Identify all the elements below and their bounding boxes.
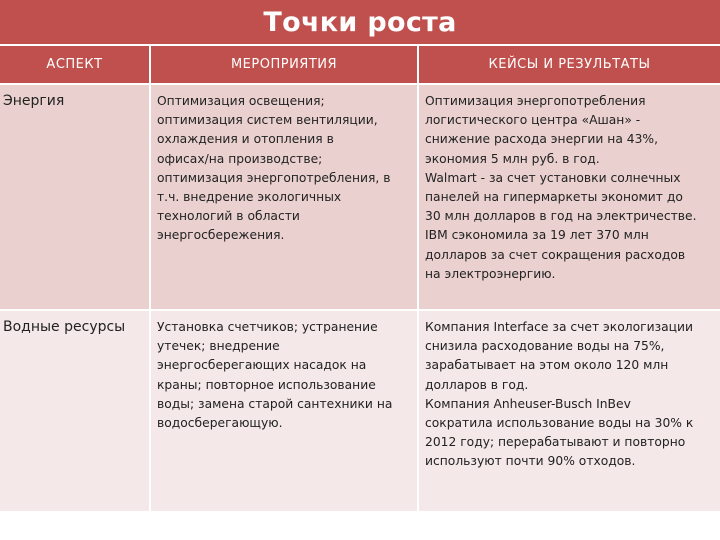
- measures-line: энергосберегающих насадок на: [157, 358, 367, 373]
- cases-line: снижение расхода энергии на 43%,: [425, 132, 659, 147]
- measures-line: утечек; внедрение: [157, 339, 280, 354]
- measures-line: энергосбережения.: [157, 228, 285, 243]
- cases-line: Walmart - за счет установки солнечных: [425, 170, 681, 185]
- cases-line: Компания Anheuser-Busch InBev: [425, 396, 631, 411]
- measures-line: офисах/на производстве;: [157, 151, 323, 166]
- cases-line: 2012 году; перерабатывают и повторно: [425, 435, 686, 450]
- cases-line: логистического центра «Ашан» -: [425, 113, 641, 128]
- measures-line: воды; замена старой сантехники на: [157, 396, 393, 411]
- cases-line: на электроэнергию.: [425, 266, 556, 281]
- cases-line: Оптимизация энергопотребления: [425, 94, 646, 108]
- cases-line: 30 млн долларов в год на электричестве.: [425, 209, 697, 224]
- measures-line: Оптимизация освещения;: [157, 94, 325, 108]
- header-measures: МЕРОПРИЯТИЯ: [150, 46, 418, 84]
- cases-line: Компания Interface за счет экологизации: [425, 320, 694, 334]
- table-row-water: [0, 310, 720, 512]
- measures-cell-water: [150, 310, 418, 512]
- measures-line: оптимизация энергопотребления, в: [157, 170, 391, 185]
- cases-cell-energy: [418, 84, 720, 310]
- measures-line: краны; повторное использование: [157, 377, 376, 392]
- cases-cell-water: [418, 310, 720, 512]
- measures-line: оптимизация систем вентиляции,: [157, 113, 378, 128]
- title-bar: [0, 0, 720, 46]
- table-header-row: [0, 46, 720, 84]
- cases-line: снизила расходование воды на 75%,: [425, 339, 665, 354]
- cases-line: сократила использование воды на 30% к: [425, 416, 694, 431]
- cases-line: используют почти 90% отходов.: [425, 454, 636, 469]
- aspect-cell-water: Водные ресурсы: [0, 310, 150, 512]
- measures-line: охлаждения и отопления в: [157, 132, 334, 147]
- page-title: Точки роста: [263, 6, 457, 38]
- growth-points-table: [0, 46, 720, 513]
- measures-line: технологий в области: [157, 209, 300, 224]
- measures-cell-energy: [150, 84, 418, 310]
- cases-line: панелей на гипермаркеты экономит до: [425, 190, 683, 205]
- table-row-energy: [0, 84, 720, 310]
- cases-line: IBM сэкономила за 19 лет 370 млн: [425, 228, 649, 243]
- measures-line: водосберегающую.: [157, 416, 283, 431]
- header-cases: КЕЙСЫ И РЕЗУЛЬТАТЫ: [418, 46, 720, 84]
- cases-line: экономия 5 млн руб. в год.: [425, 151, 600, 166]
- header-aspect: АСПЕКТ: [0, 46, 150, 84]
- measures-line: Установка счетчиков; устранение: [157, 320, 378, 334]
- cases-line: долларов за счет сокращения расходов: [425, 247, 686, 262]
- measures-line: т.ч. внедрение экологичных: [157, 190, 342, 205]
- aspect-cell-energy: Энергия: [0, 84, 150, 310]
- cases-line: долларов в год.: [425, 377, 529, 392]
- cases-line: зарабатывает на этом около 120 млн: [425, 358, 669, 373]
